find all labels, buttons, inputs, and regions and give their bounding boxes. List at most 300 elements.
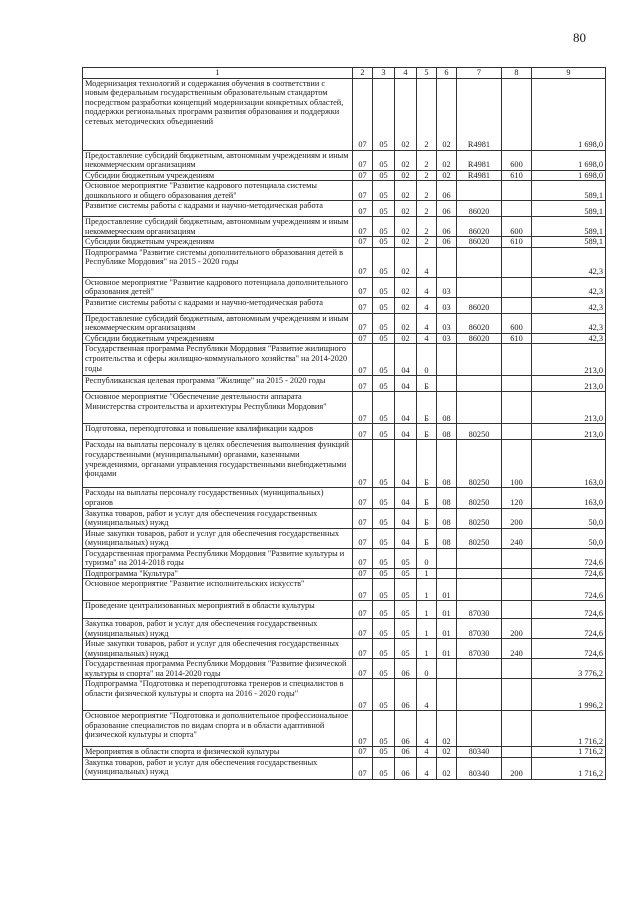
header-cell: 2 (353, 68, 373, 79)
table-row (83, 488, 606, 508)
expense-type-code: 610 (502, 237, 532, 248)
subprogram-code: 1 (417, 619, 437, 639)
amount: 42,3 (532, 297, 606, 313)
event-code: 08 (437, 488, 457, 508)
program-code: 04 (395, 376, 417, 392)
expense-type-code (502, 679, 532, 711)
program-code: 05 (395, 639, 417, 659)
table-row (83, 679, 606, 711)
expense-type-code (502, 277, 532, 297)
amount: 589,1 (532, 201, 606, 217)
header-cell: 6 (437, 68, 457, 79)
section-code: 07 (353, 277, 373, 297)
section-code: 07 (353, 639, 373, 659)
subprogram-code: 1 (417, 601, 437, 619)
row-name: Закупка товаров, работ и услуг для обеспечения государственных (муниципальных) нужд (83, 619, 353, 639)
program-code: 06 (395, 679, 417, 711)
program-code: 04 (395, 440, 417, 488)
subprogram-code: Б (417, 440, 437, 488)
amount: 42,3 (532, 313, 606, 333)
expense-type-code (502, 376, 532, 392)
direction-code: 86020 (457, 297, 502, 313)
program-code: 06 (395, 711, 417, 747)
amount: 42,3 (532, 247, 606, 277)
program-code: 02 (395, 78, 417, 150)
event-code (437, 344, 457, 376)
program-code: 02 (395, 297, 417, 313)
subsection-code: 05 (373, 568, 395, 579)
direction-code: R4981 (457, 78, 502, 150)
program-code: 05 (395, 601, 417, 619)
section-code: 07 (353, 711, 373, 747)
amount: 1 698,0 (532, 150, 606, 170)
subprogram-code: 4 (417, 333, 437, 344)
section-code: 07 (353, 568, 373, 579)
subprogram-code: Б (417, 376, 437, 392)
subprogram-code: 1 (417, 639, 437, 659)
direction-code: 87030 (457, 601, 502, 619)
amount: 1 716,2 (532, 711, 606, 747)
subprogram-code: 0 (417, 344, 437, 376)
event-code: 08 (437, 392, 457, 424)
program-code: 02 (395, 181, 417, 201)
section-code: 07 (353, 376, 373, 392)
subsection-code: 05 (373, 579, 395, 601)
subsection-code: 05 (373, 217, 395, 237)
row-name: Предоставление субсидий бюджетным, автономным учреждениям и иным некоммерческим организациям (83, 217, 353, 237)
row-name: Основное мероприятие "Развитие кадрового потенциала дополнительного образования детей" (83, 277, 353, 297)
row-name: Государственная программа Республики Мордовия "Развитие культуры и туризма" на 2014-2018 годы (83, 548, 353, 568)
program-code: 04 (395, 528, 417, 548)
expense-type-code (502, 579, 532, 601)
event-code (437, 548, 457, 568)
event-code (437, 679, 457, 711)
expense-type-code: 600 (502, 150, 532, 170)
expense-type-code (502, 711, 532, 747)
direction-code (457, 247, 502, 277)
table-row (83, 78, 606, 150)
program-code: 05 (395, 568, 417, 579)
section-code: 07 (353, 601, 373, 619)
subprogram-code: 2 (417, 170, 437, 181)
table-row (83, 392, 606, 424)
table-row (83, 344, 606, 376)
subprogram-code: 4 (417, 679, 437, 711)
subsection-code: 05 (373, 639, 395, 659)
event-code: 03 (437, 313, 457, 333)
section-code: 07 (353, 548, 373, 568)
program-code: 06 (395, 747, 417, 758)
section-code: 07 (353, 333, 373, 344)
subprogram-code: 2 (417, 181, 437, 201)
subprogram-code: Б (417, 392, 437, 424)
expense-type-code (502, 392, 532, 424)
expense-type-code: 600 (502, 217, 532, 237)
program-code: 05 (395, 548, 417, 568)
section-code: 07 (353, 579, 373, 601)
subprogram-code: 2 (417, 78, 437, 150)
subsection-code: 05 (373, 277, 395, 297)
amount: 589,1 (532, 237, 606, 248)
program-code: 05 (395, 619, 417, 639)
direction-code: 80250 (457, 440, 502, 488)
subsection-code: 05 (373, 711, 395, 747)
table-row (83, 217, 606, 237)
table-row (83, 747, 606, 758)
section-code: 07 (353, 619, 373, 639)
event-code: 08 (437, 440, 457, 488)
table-row (83, 548, 606, 568)
expense-type-code: 120 (502, 488, 532, 508)
subsection-code: 05 (373, 601, 395, 619)
row-name: Расходы на выплаты персоналу государственных (муниципальных) органов (83, 488, 353, 508)
amount: 724,6 (532, 579, 606, 601)
section-code: 07 (353, 679, 373, 711)
section-code: 07 (353, 440, 373, 488)
section-code: 07 (353, 757, 373, 779)
table-row (83, 277, 606, 297)
amount: 3 776,2 (532, 659, 606, 679)
program-code: 02 (395, 170, 417, 181)
table-row (83, 181, 606, 201)
subprogram-code: 2 (417, 217, 437, 237)
row-name: Основное мероприятие "Подготовка и дополнительное профессиональное образование специалистов по видам спорта и в области адаптивной физической культуры и спорта" (83, 711, 353, 747)
direction-code (457, 679, 502, 711)
program-code: 06 (395, 659, 417, 679)
direction-code: R4981 (457, 150, 502, 170)
direction-code: 86020 (457, 313, 502, 333)
header-cell: 1 (83, 68, 353, 79)
table-row (83, 639, 606, 659)
event-code: 02 (437, 150, 457, 170)
table-row (83, 313, 606, 333)
amount: 42,3 (532, 277, 606, 297)
budget-table (82, 67, 606, 780)
direction-code (457, 181, 502, 201)
expense-type-code (502, 601, 532, 619)
direction-code (457, 548, 502, 568)
event-code: 08 (437, 424, 457, 440)
expense-type-code: 610 (502, 170, 532, 181)
amount: 213,0 (532, 344, 606, 376)
program-code: 02 (395, 150, 417, 170)
subsection-code: 05 (373, 757, 395, 779)
subprogram-code: 4 (417, 747, 437, 758)
expense-type-code (502, 78, 532, 150)
table-row (83, 659, 606, 679)
expense-type-code: 600 (502, 313, 532, 333)
row-name: Субсидии бюджетным учреждениям (83, 333, 353, 344)
table-row (83, 711, 606, 747)
subprogram-code: 2 (417, 237, 437, 248)
event-code: 06 (437, 217, 457, 237)
subsection-code: 05 (373, 747, 395, 758)
subprogram-code: 1 (417, 568, 437, 579)
subsection-code: 05 (373, 344, 395, 376)
amount: 724,6 (532, 639, 606, 659)
row-name: Развитие системы работы с кадрами и научно-методическая работа (83, 297, 353, 313)
expense-type-code (502, 201, 532, 217)
amount: 724,6 (532, 619, 606, 639)
subprogram-code: 4 (417, 711, 437, 747)
expense-type-code: 240 (502, 639, 532, 659)
program-code: 02 (395, 247, 417, 277)
event-code: 02 (437, 78, 457, 150)
subsection-code: 05 (373, 247, 395, 277)
subprogram-code: Б (417, 508, 437, 528)
direction-code: 86020 (457, 217, 502, 237)
event-code: 03 (437, 333, 457, 344)
table-row (83, 150, 606, 170)
section-code: 07 (353, 508, 373, 528)
row-name: Мероприятия в области спорта и физической культуры (83, 747, 353, 758)
subprogram-code: 4 (417, 757, 437, 779)
table-row (83, 297, 606, 313)
expense-type-code (502, 181, 532, 201)
direction-code: 80250 (457, 528, 502, 548)
row-name: Основное мероприятие "Обеспечение деятельности аппарата Министерства строительства и архитектуры Республики Мордовия" (83, 392, 353, 424)
row-name: Расходы на выплаты персоналу в целях обеспечения выполнения функций государственными (муниципальными) органами, казенными учреждениями, органами управления государственными внебюджетными фондами (83, 440, 353, 488)
direction-code: 80250 (457, 488, 502, 508)
row-name: Республиканская целевая программа "Жилище" на 2015 - 2020 годы (83, 376, 353, 392)
subprogram-code: 0 (417, 548, 437, 568)
direction-code (457, 659, 502, 679)
direction-code: R4981 (457, 170, 502, 181)
expense-type-code (502, 548, 532, 568)
row-name: Подготовка, переподготовка и повышение квалификации кадров (83, 424, 353, 440)
event-code: 03 (437, 297, 457, 313)
amount: 724,6 (532, 601, 606, 619)
row-name: Подпрограмма "Культура" (83, 568, 353, 579)
program-code: 05 (395, 579, 417, 601)
table-row (83, 201, 606, 217)
expense-type-code (502, 424, 532, 440)
table-row (83, 579, 606, 601)
page-number: 80 (573, 30, 586, 45)
event-code: 01 (437, 639, 457, 659)
event-code: 06 (437, 201, 457, 217)
program-code: 02 (395, 277, 417, 297)
event-code (437, 568, 457, 579)
amount: 50,0 (532, 528, 606, 548)
direction-code: 80250 (457, 508, 502, 528)
subsection-code: 05 (373, 237, 395, 248)
section-code: 07 (353, 424, 373, 440)
section-code: 07 (353, 344, 373, 376)
row-name: Закупка товаров, работ и услуг для обеспечения государственных (муниципальных) нужд (83, 757, 353, 779)
subprogram-code: Б (417, 488, 437, 508)
expense-type-code (502, 747, 532, 758)
program-code: 02 (395, 217, 417, 237)
subsection-code: 05 (373, 659, 395, 679)
amount: 42,3 (532, 333, 606, 344)
table-row (83, 601, 606, 619)
program-code: 04 (395, 344, 417, 376)
direction-code (457, 711, 502, 747)
row-name: Предоставление субсидий бюджетным, автономным учреждениям и иным некоммерческим организациям (83, 150, 353, 170)
subprogram-code: 4 (417, 313, 437, 333)
row-name: Развитие системы работы с кадрами и научно-методическая работа (83, 201, 353, 217)
event-code (437, 247, 457, 277)
event-code (437, 376, 457, 392)
expense-type-code (502, 297, 532, 313)
table-row (83, 237, 606, 248)
subprogram-code: 0 (417, 659, 437, 679)
amount: 1 716,2 (532, 757, 606, 779)
direction-code (457, 376, 502, 392)
row-name: Иные закупки товаров, работ и услуг для обеспечения государственных (муниципальных) нужд (83, 639, 353, 659)
subsection-code: 05 (373, 548, 395, 568)
expense-type-code (502, 568, 532, 579)
amount: 213,0 (532, 392, 606, 424)
expense-type-code: 240 (502, 528, 532, 548)
subsection-code: 05 (373, 488, 395, 508)
event-code: 08 (437, 528, 457, 548)
program-code: 02 (395, 237, 417, 248)
header-cell: 8 (502, 68, 532, 79)
expense-type-code: 200 (502, 619, 532, 639)
section-code: 07 (353, 247, 373, 277)
subprogram-code: 4 (417, 247, 437, 277)
direction-code: 87030 (457, 639, 502, 659)
section-code: 07 (353, 313, 373, 333)
direction-code: 86020 (457, 237, 502, 248)
direction-code (457, 568, 502, 579)
subsection-code: 05 (373, 297, 395, 313)
direction-code (457, 344, 502, 376)
expense-type-code: 100 (502, 440, 532, 488)
subprogram-code: 2 (417, 201, 437, 217)
section-code: 07 (353, 297, 373, 313)
table-row (83, 247, 606, 277)
section-code: 07 (353, 78, 373, 150)
expense-type-code (502, 344, 532, 376)
table-row (83, 619, 606, 639)
event-code (437, 659, 457, 679)
table-row (83, 376, 606, 392)
row-name: Основное мероприятие "Развитие исполнительских искусств" (83, 579, 353, 601)
amount: 724,6 (532, 548, 606, 568)
row-name: Основное мероприятие "Развитие кадрового потенциала системы дошкольного и общего образования детей" (83, 181, 353, 201)
event-code: 02 (437, 757, 457, 779)
subprogram-code: 4 (417, 277, 437, 297)
table-row (83, 568, 606, 579)
event-code: 02 (437, 170, 457, 181)
amount: 163,0 (532, 440, 606, 488)
program-code: 04 (395, 488, 417, 508)
header-cell: 7 (457, 68, 502, 79)
program-code: 06 (395, 757, 417, 779)
direction-code: 80250 (457, 424, 502, 440)
amount: 589,1 (532, 181, 606, 201)
subsection-code: 05 (373, 424, 395, 440)
subsection-code: 05 (373, 528, 395, 548)
amount: 1 716,2 (532, 747, 606, 758)
subprogram-code: Б (417, 424, 437, 440)
event-code: 02 (437, 711, 457, 747)
table-row (83, 170, 606, 181)
table-row (83, 333, 606, 344)
amount: 213,0 (532, 424, 606, 440)
row-name: Субсидии бюджетным учреждениям (83, 237, 353, 248)
table-row (83, 440, 606, 488)
amount: 50,0 (532, 508, 606, 528)
section-code: 07 (353, 170, 373, 181)
subprogram-code: 2 (417, 150, 437, 170)
row-name: Модернизация технологий и содержания обучения в соответствии с новым федеральным государственным образовательным стандартом посредством разработки концепций модернизации конкретных областей, поддержки региональных программ развития образования и поддержки сетевых методических объединений (83, 78, 353, 150)
event-code: 01 (437, 619, 457, 639)
event-code: 02 (437, 747, 457, 758)
subprogram-code: 4 (417, 297, 437, 313)
event-code: 06 (437, 181, 457, 201)
amount: 589,1 (532, 217, 606, 237)
expense-type-code: 200 (502, 508, 532, 528)
section-code: 07 (353, 659, 373, 679)
header-cell: 4 (395, 68, 417, 79)
subsection-code: 05 (373, 181, 395, 201)
amount: 724,6 (532, 568, 606, 579)
subsection-code: 05 (373, 508, 395, 528)
row-name: Иные закупки товаров, работ и услуг для обеспечения государственных (муниципальных) нужд (83, 528, 353, 548)
section-code: 07 (353, 150, 373, 170)
amount: 1 698,0 (532, 170, 606, 181)
row-name: Проведение централизованных мероприятий в области культуры (83, 601, 353, 619)
subsection-code: 05 (373, 201, 395, 217)
amount: 1 996,2 (532, 679, 606, 711)
event-code: 06 (437, 237, 457, 248)
program-code: 04 (395, 424, 417, 440)
event-code: 01 (437, 601, 457, 619)
subsection-code: 05 (373, 150, 395, 170)
table-row (83, 528, 606, 548)
direction-code (457, 579, 502, 601)
section-code: 07 (353, 237, 373, 248)
program-code: 02 (395, 313, 417, 333)
expense-type-code (502, 247, 532, 277)
row-name: Субсидии бюджетным учреждениям (83, 170, 353, 181)
row-name: Государственная программа Республики Мордовия "Развитие жилищного строительства и сферы жилищно-коммунального хозяйства" на 2014-2020 годы (83, 344, 353, 376)
header-cell: 3 (373, 68, 395, 79)
section-code: 07 (353, 181, 373, 201)
subsection-code: 05 (373, 376, 395, 392)
subsection-code: 05 (373, 170, 395, 181)
subsection-code: 05 (373, 440, 395, 488)
subprogram-code: Б (417, 528, 437, 548)
subsection-code: 05 (373, 333, 395, 344)
header-cell: 9 (532, 68, 606, 79)
expense-type-code: 200 (502, 757, 532, 779)
row-name: Подпрограмма "Подготовка и переподготовка тренеров и специалистов в области физической культуры и спорта на 2016 - 2020 годы" (83, 679, 353, 711)
row-name: Предоставление субсидий бюджетным, автономным учреждениям и иным некоммерческим организациям (83, 313, 353, 333)
row-name: Закупка товаров, работ и услуг для обеспечения государственных (муниципальных) нужд (83, 508, 353, 528)
subprogram-code: 1 (417, 579, 437, 601)
subsection-code: 05 (373, 78, 395, 150)
program-code: 04 (395, 392, 417, 424)
row-name: Государственная программа Республики Мордовия "Развитие физической культуры и спорта" на 2014-2020 годы (83, 659, 353, 679)
amount: 213,0 (532, 376, 606, 392)
program-code: 02 (395, 201, 417, 217)
expense-type-code (502, 659, 532, 679)
direction-code: 87030 (457, 619, 502, 639)
event-code: 08 (437, 508, 457, 528)
header-cell: 5 (417, 68, 437, 79)
table-row (83, 508, 606, 528)
section-code: 07 (353, 528, 373, 548)
subsection-code: 05 (373, 392, 395, 424)
direction-code (457, 277, 502, 297)
section-code: 07 (353, 201, 373, 217)
event-code: 01 (437, 579, 457, 601)
